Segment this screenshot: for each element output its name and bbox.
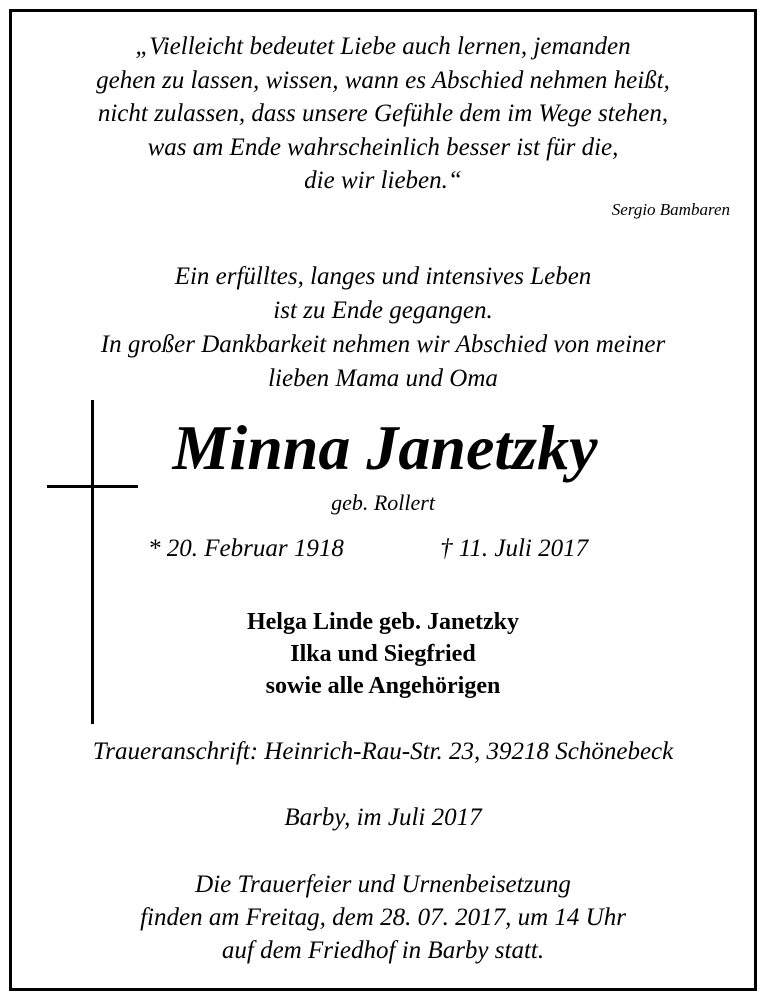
birth-date: * 20. Februar 1918 (148, 535, 344, 562)
place-date: Barby, im Juli 2017 (284, 804, 482, 831)
death-date: † 11. Juli 2017 (440, 535, 589, 562)
intro-block (0, 260, 766, 396)
funeral-info (0, 868, 766, 967)
intro-line: In großer Dankbarkeit nehmen wir Abschied von meiner (100, 331, 666, 358)
quote-author: Sergio Bambaren (611, 200, 730, 219)
mourner-line: sowie alle Angehörigen (265, 673, 501, 699)
funeral-line: Die Trauerfeier und Urnenbeisetzung (195, 871, 571, 898)
intro-line: ist zu Ende gegangen. (273, 297, 493, 324)
quote-line: die wir lieben.“ (304, 167, 462, 194)
quote-line: nicht zulassen, dass unsere Gefühle dem im Wege stehen, (97, 100, 669, 127)
mourner-line: Ilka und Siegfried (290, 641, 476, 667)
mourners-block (0, 606, 766, 702)
mourning-address: Traueranschrift: Heinrich-Rau-Str. 23, 39218 Schönebeck (92, 738, 674, 765)
funeral-line: finden am Freitag, dem 28. 07. 2017, um 14 Uhr (140, 904, 626, 931)
quote-block (0, 30, 766, 198)
funeral-line: auf dem Friedhof in Barby statt. (221, 937, 545, 964)
intro-line: Ein erfülltes, langes und intensives Leben (174, 263, 592, 290)
quote-line: was am Ende wahrscheinlich besser ist für die, (147, 133, 619, 161)
cross-icon-horizontal-bar (47, 485, 138, 488)
deceased-name: Minna Janetzky (172, 412, 598, 483)
quote-line: gehen zu lassen, wissen, wann es Abschied nehmen heißt, (96, 66, 670, 94)
intro-line: lieben Mama und Oma (268, 365, 498, 392)
maiden-name: geb. Rollert (331, 490, 435, 515)
mourner-line: Helga Linde geb. Janetzky (246, 609, 519, 635)
quote-line: „Vielleicht bedeutet Liebe auch lernen, jemanden (135, 33, 631, 60)
